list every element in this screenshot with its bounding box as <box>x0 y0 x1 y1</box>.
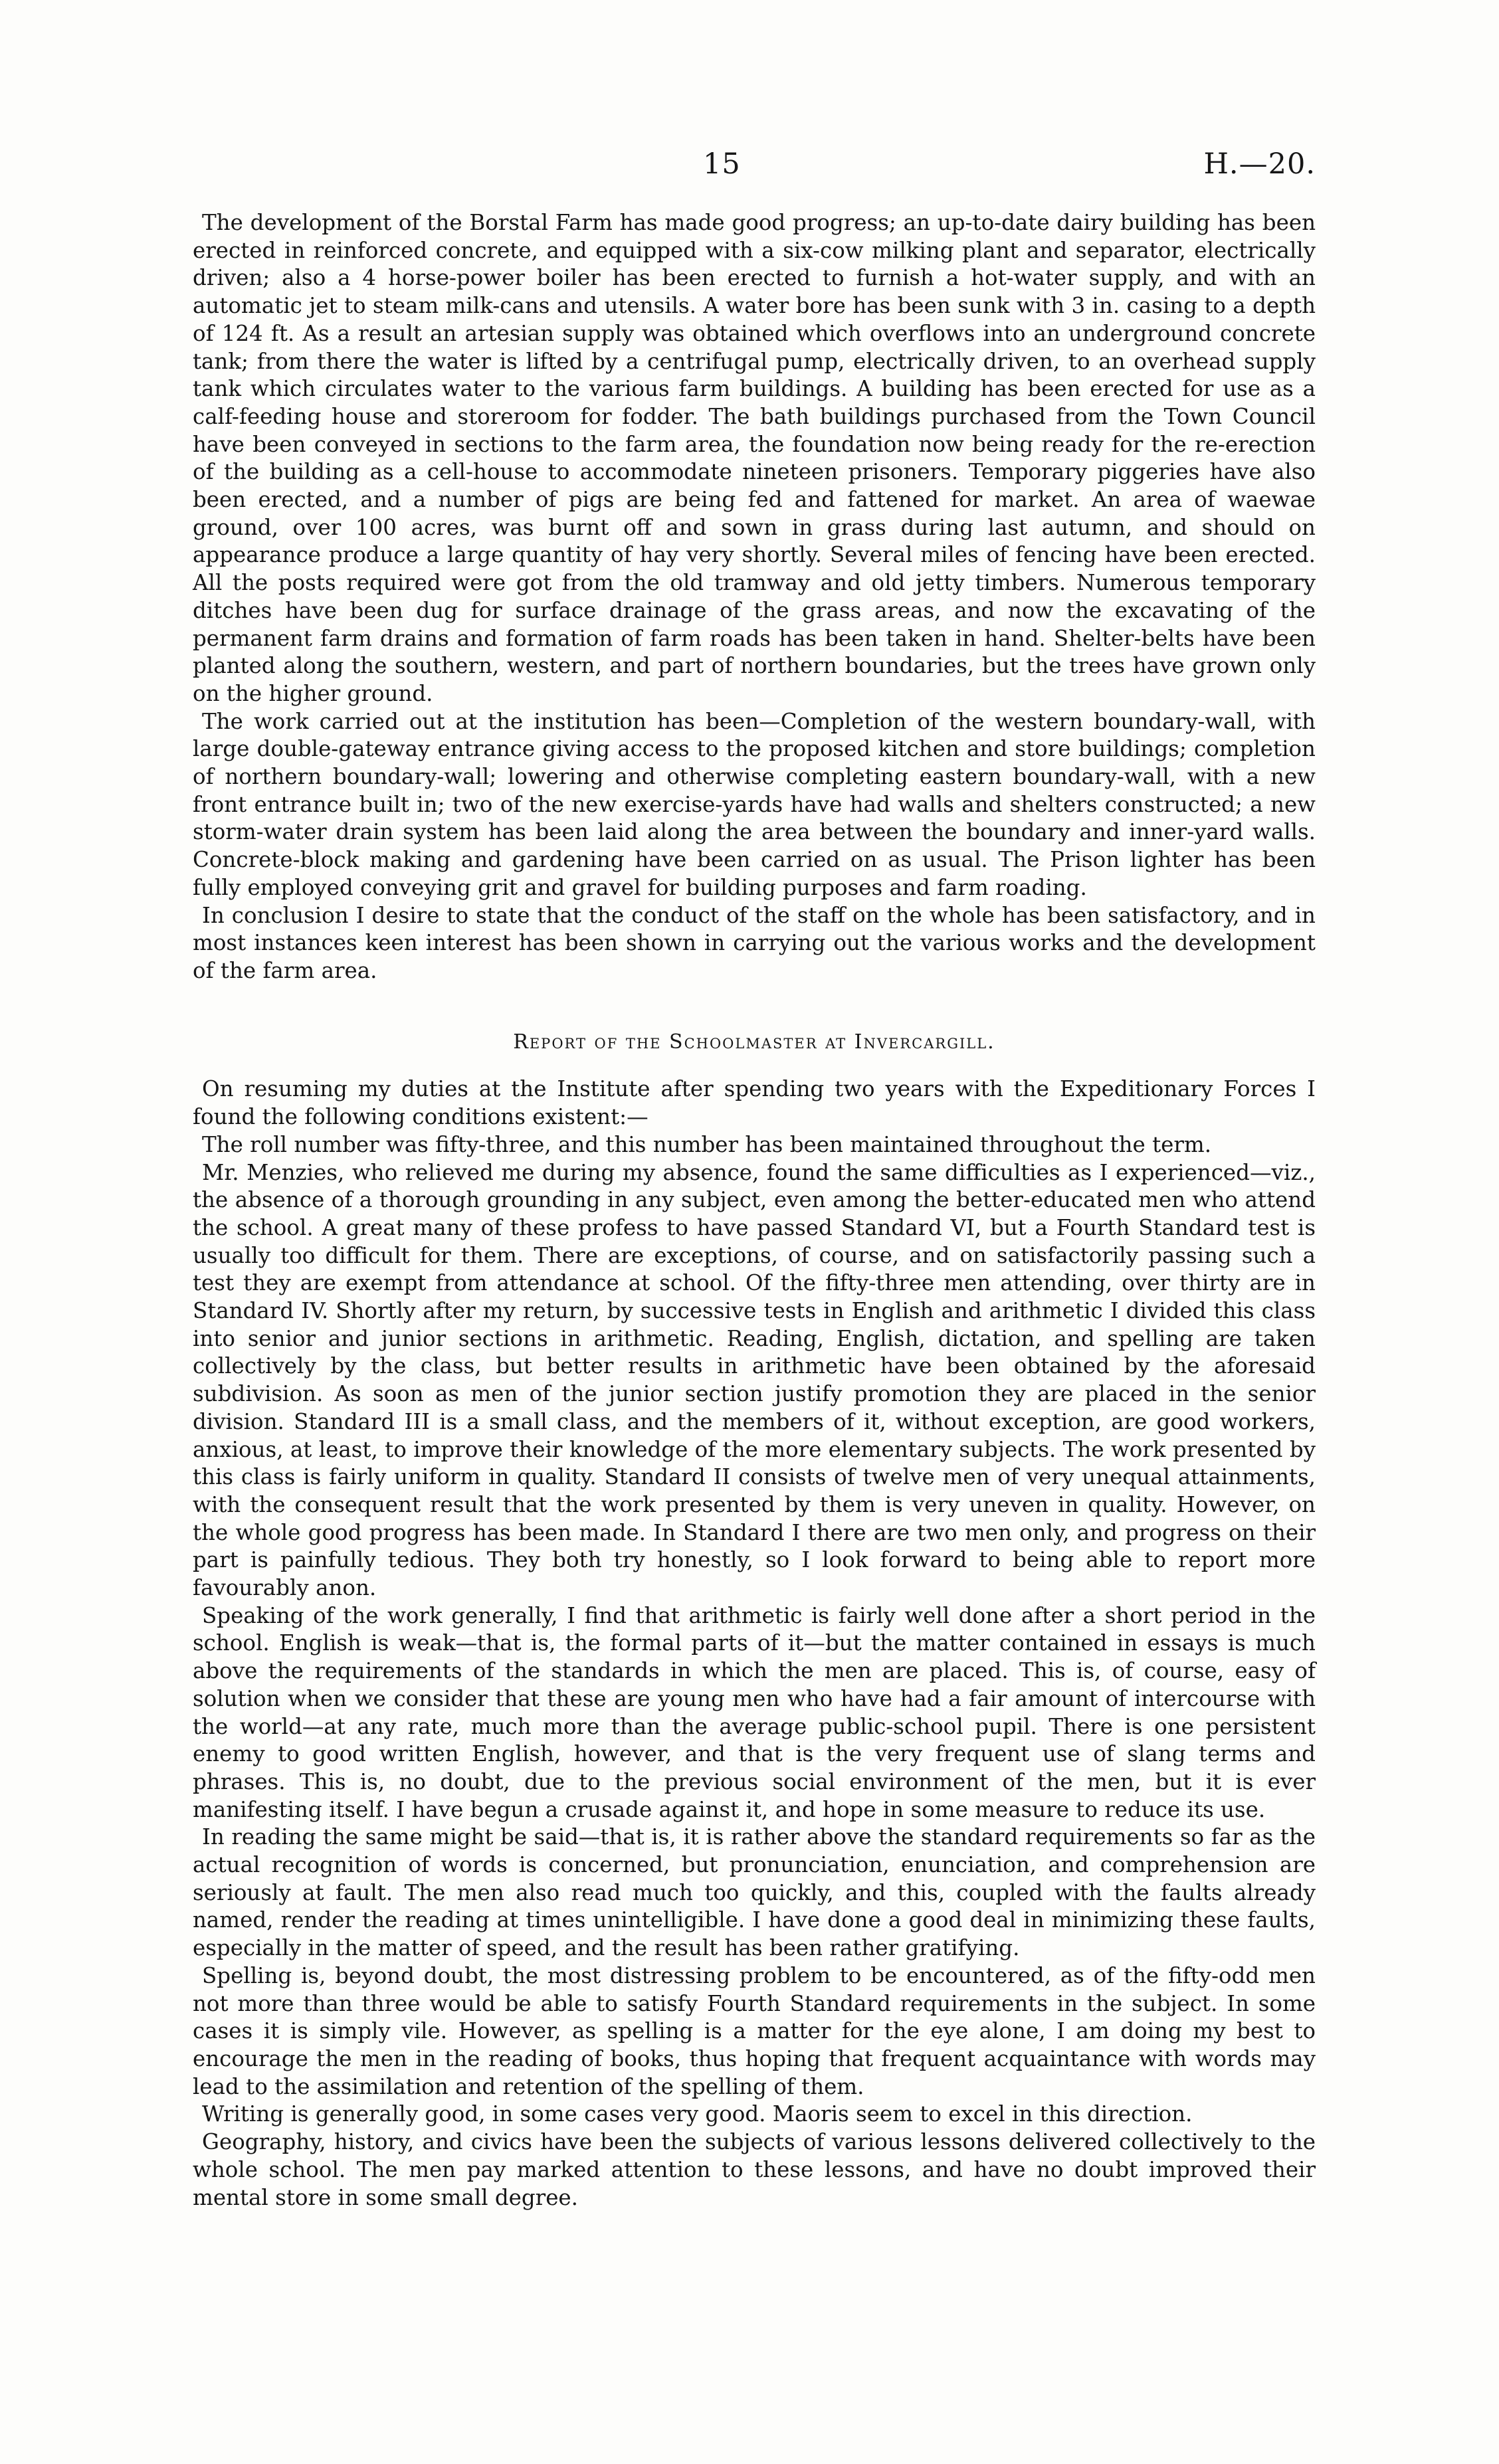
paragraph: The development of the Borstal Farm has made good progress; an up-to-date dairy building has been erected in reinforced concrete, and equipped with a six-cow milking plant and separator, electrically driven; also a 4 horse-power boiler has been erected to furnish a hot-water supply, and with an automatic jet to steam milk-cans and utensils. A water bore has been sunk with 3 in. casing to a depth of 124 ft. As a result an artesian supply was obtained which overflows into an underground concrete tank; from there the water is lifted by a centrifugal pump, electrically driven, to an overhead supply tank which circulates water to the various farm buildings. A building has been erected for use as a calf-feeding house and storeroom for fodder. The bath buildings purchased from the Town Council have been conveyed in sections to the farm area, the foundation now being ready for the re-erection of the building as a cell-house to accommodate nineteen prisoners. Temporary piggeries have also been erected, and a number of pigs are being fed and fattened for market. An area of waewae ground, over 100 acres, was burnt off and sown in grass during last autumn, and should on appearance produce a large quantity of hay very shortly. Several miles of fencing have been erected. All the posts required were got from the old tramway and old jetty timbers. Numerous temporary ditches have been dug for surface drainage of the grass areas, and now the excavating of the permanent farm drains and formation of farm roads has been taken in hand. Shelter-belts have been planted along the southern, western, and part of northern boundaries, but the trees have grown only on the higher ground. <box>193 210 1316 706</box>
paragraph: On resuming my duties at the Institute after spending two years with the Expeditionary Forces I found the following conditions existent:— <box>193 1076 1316 1130</box>
paragraph: Mr. Menzies, who relieved me during my absence, found the same difficulties as I experienced—viz., the absence of a thorough grounding in any subject, even among the better-educated men who attend the school. A great many of these profess to have passed Standard VI, but a Fourth Standard test is usually too difficult for them. There are exceptions, of course, and on satisfactorily passing such a test they are exempt from attendance at school. Of the fifty-three men attending, over thirty are in Standard IV. Shortly after my return, by successive tests in English and arithmetic I divided this class into senior and junior sections in arithmetic. Reading, English, dictation, and spelling are taken collectively by the class, but better results in arithmetic have been obtained by the aforesaid subdivision. As soon as men of the junior section justify promotion they are placed in the senior division. Standard III is a small class, and the members of it, without exception, are good workers, anxious, at least, to improve their knowledge of the more elementary subjects. The work presented by this class is fairly uniform in quality. Standard II consists of twelve men of very unequal attainments, with the consequent result that the work presented by them is very uneven in quality. However, on the whole good progress has been made. In Standard I there are two men only, and progress on their part is painfully tedious. They both try honestly, so I look forward to being able to report more favourably anon. <box>193 1159 1316 1601</box>
page-number: 15 <box>703 147 741 181</box>
paragraph: In reading the same might be said—that is, it is rather above the standard requirements so far as the actual recognition of words is concerned, but pronunciation, enunciation, and comprehension are seriously at fault. The men also read much too quickly, and this, coupled with the faults already named, render the reading at times unintelligible. I have done a good deal in minimizing these faults, especially in the matter of speed, and the result has been rather gratifying. <box>193 1824 1316 1961</box>
document-reference: H.—20. <box>1203 147 1316 181</box>
paragraph: Writing is generally good, in some cases very good. Maoris seem to excel in this direction. <box>202 2101 1193 2127</box>
borstal-farm-section <box>193 209 1316 985</box>
paragraph: Spelling is, beyond doubt, the most distressing problem to be encountered, as of the fifty-odd men not more than three would be able to satisfy Fourth Standard requirements in the subject. In some cases it is simply vile. However, as spelling is a matter for the eye alone, I am doing my best to encourage the men in the reading of books, thus hoping that frequent acquaintance with words may lead to the assimilation and retention of the spelling of them. <box>193 1962 1316 2099</box>
schoolmaster-report-section <box>193 1076 1316 2212</box>
section-heading: Report of the Schoolmaster at Invercargill. <box>513 1030 995 1054</box>
paragraph: Speaking of the work generally, I find that arithmetic is fairly well done after a short period in the school. English is weak—that is, the formal parts of it—but the matter contained in essays is much above the requirements of the standards in which the men are placed. This is, of course, easy of solution when we consider that these are young men who have had a fair amount of intercourse with the world—at any rate, much more than the average public-school pupil. There is one persistent enemy to good written English, however, and that is the very frequent use of slang terms and phrases. This is, no doubt, due to the previous social environment of the men, but it is ever manifesting itself. I have begun a crusade against it, and hope in some measure to reduce its use. <box>193 1602 1316 1822</box>
paragraph: The roll number was fifty-three, and this number has been maintained throughout the term. <box>202 1131 1212 1157</box>
paragraph: The work carried out at the institution has been—Completion of the western boundary-wall, with large double-gateway entrance giving access to the proposed kitchen and store buildings; completion of northern boundary-wall; lowering and otherwise completing eastern boundary-wall, with a new front entrance built in; two of the new exercise-yards have had walls and shelters constructed; a new storm-water drain system has been laid along the area between the boundary and inner-yard walls. Concrete-block making and gardening have been carried on as usual. The Prison lighter has been fully employed conveying grit and gravel for building purposes and farm roading. <box>193 708 1316 900</box>
body-text <box>193 209 1316 2212</box>
paragraph: In conclusion I desire to state that the conduct of the staff on the whole has been satisfactory, and in most instances keen interest has been shown in carrying out the various works and the development of the farm area. <box>193 902 1316 983</box>
paragraph: Geography, history, and civics have been the subjects of various lessons delivered collectively to the whole school. The men pay marked attention to these lessons, and have no doubt improved their mental store in some small degree. <box>193 2129 1316 2210</box>
page-header <box>193 147 1316 187</box>
